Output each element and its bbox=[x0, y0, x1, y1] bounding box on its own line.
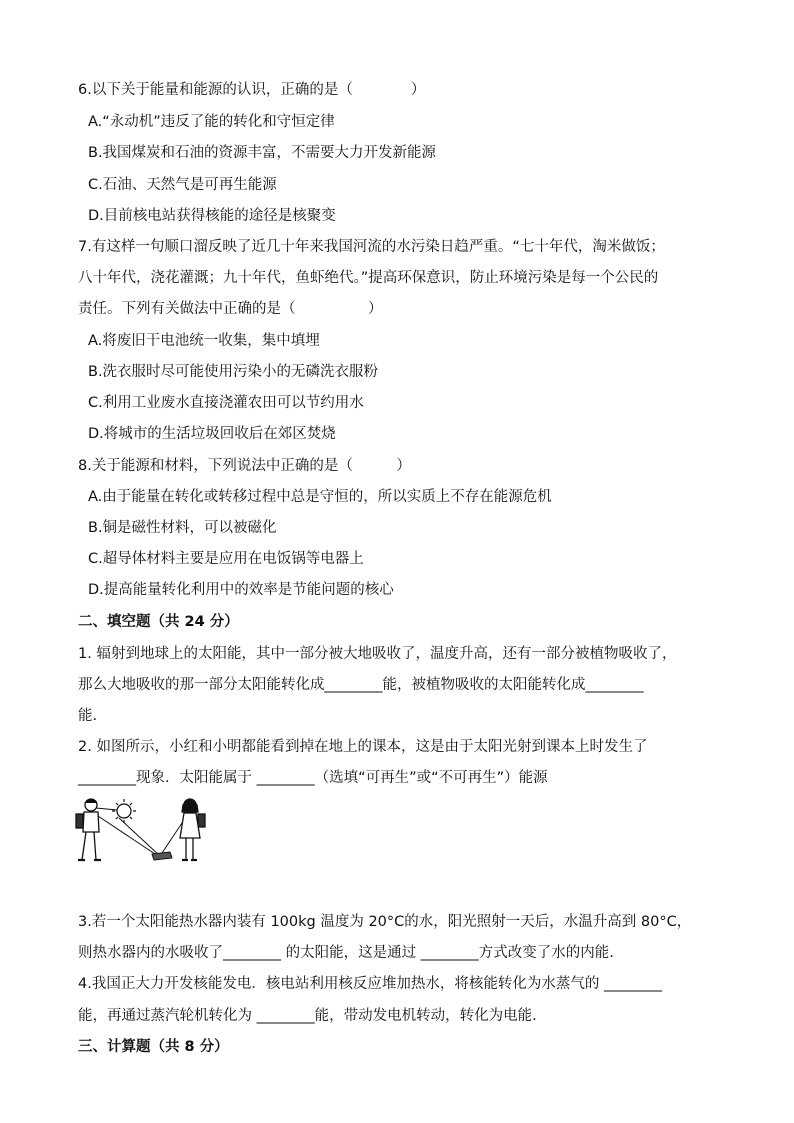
q6-option-a: A.“永动机”违反了能的转化和守恒定律 bbox=[88, 114, 335, 130]
q7-stem-line3: 责任。下列有关做法中正确的是（ ） bbox=[78, 301, 383, 317]
q7-stem-line1: 7.有这样一句顺口溜反映了近几十年来我国河流的水污染日趋严重。“七十年代，淘米做饭； bbox=[78, 239, 665, 255]
q6-option-d: D.目前核电站获得核能的途径是核聚变 bbox=[88, 208, 336, 224]
q7-stem-line2: 八十年代，浇花灌溉；九十年代，鱼虾绝代。”提高环保意识，防止环境污染是每一个公民的 bbox=[78, 270, 659, 286]
light-rays bbox=[96, 808, 188, 856]
section3-heading: 三、计算题（共 8 分） bbox=[78, 1039, 229, 1055]
sun-reflection-figure bbox=[72, 796, 222, 868]
q7-option-a: A.将废旧干电池统一收集，集中填埋 bbox=[88, 333, 320, 349]
fill4-line2: 能，再通过蒸汽轮机转化为 ________能，带动发电机转动，转化为电能. bbox=[78, 1008, 537, 1024]
fill1-line1: 1. 辐射到地球上的太阳能，其中一部分被大地吸收了，温度升高，还有一部分被植物吸收了， bbox=[78, 646, 677, 662]
fill2-line1: 2. 如图所示，小红和小明都能看到掉在地上的课本，这是由于太阳光射到课本上时发生了 bbox=[78, 739, 648, 755]
sun-icon bbox=[112, 799, 136, 823]
q8-option-a: A.由于能量在转化或转移过程中总是守恒的，所以实质上不存在能源危机 bbox=[88, 489, 552, 505]
textbook-icon bbox=[152, 852, 172, 860]
girl-figure bbox=[180, 799, 205, 860]
q6-option-b: B.我国煤炭和石油的资源丰富，不需要大力开发新能源 bbox=[88, 145, 437, 161]
fill1-line3: 能. bbox=[78, 708, 98, 724]
q6-stem: 6.以下关于能量和能源的认识，正确的是（ ） bbox=[78, 82, 426, 98]
q6-option-c: C.石油、天然气是可再生能源 bbox=[88, 177, 277, 193]
fill3-line2: 则热水器内的水吸收了________ 的太阳能，这是通过 ________方式改变了水的内能. bbox=[78, 945, 614, 961]
q7-option-d: D.将城市的生活垃圾回收后在郊区焚烧 bbox=[88, 426, 336, 442]
section2-heading: 二、填空题（共 24 分） bbox=[78, 614, 239, 630]
q8-stem: 8.关于能源和材料，下列说法中正确的是（ ） bbox=[78, 458, 411, 474]
q8-option-b: B.铜是磁性材料，可以被磁化 bbox=[88, 520, 277, 536]
q8-option-c: C.超导体材料主要是应用在电饭锅等电器上 bbox=[88, 551, 364, 567]
q8-option-d: D.提高能量转化利用中的效率是节能问题的核心 bbox=[88, 582, 394, 598]
fill3-line1: 3.若一个太阳能热水器内装有 100kg 温度为 20°C的水，阳光照射一天后，水温升高到 80°C， bbox=[78, 914, 692, 930]
fill4-line1: 4.我国正大力开发核能发电．核电站利用核反应堆加热水，将核能转化为水蒸气的 ________ bbox=[78, 976, 662, 992]
q7-option-b: B.洗衣服时尽可能使用污染小的无磷洗衣服粉 bbox=[88, 364, 379, 380]
fill2-line2: ________现象．太阳能属于 ________（选填“可再生”或“不可再生”）能源 bbox=[78, 770, 548, 786]
q7-option-c: C.利用工业废水直接浇灌农田可以节约用水 bbox=[88, 395, 364, 411]
fill1-line2: 那么大地吸收的那一部分太阳能转化成________能，被植物吸收的太阳能转化成________ bbox=[78, 677, 644, 693]
